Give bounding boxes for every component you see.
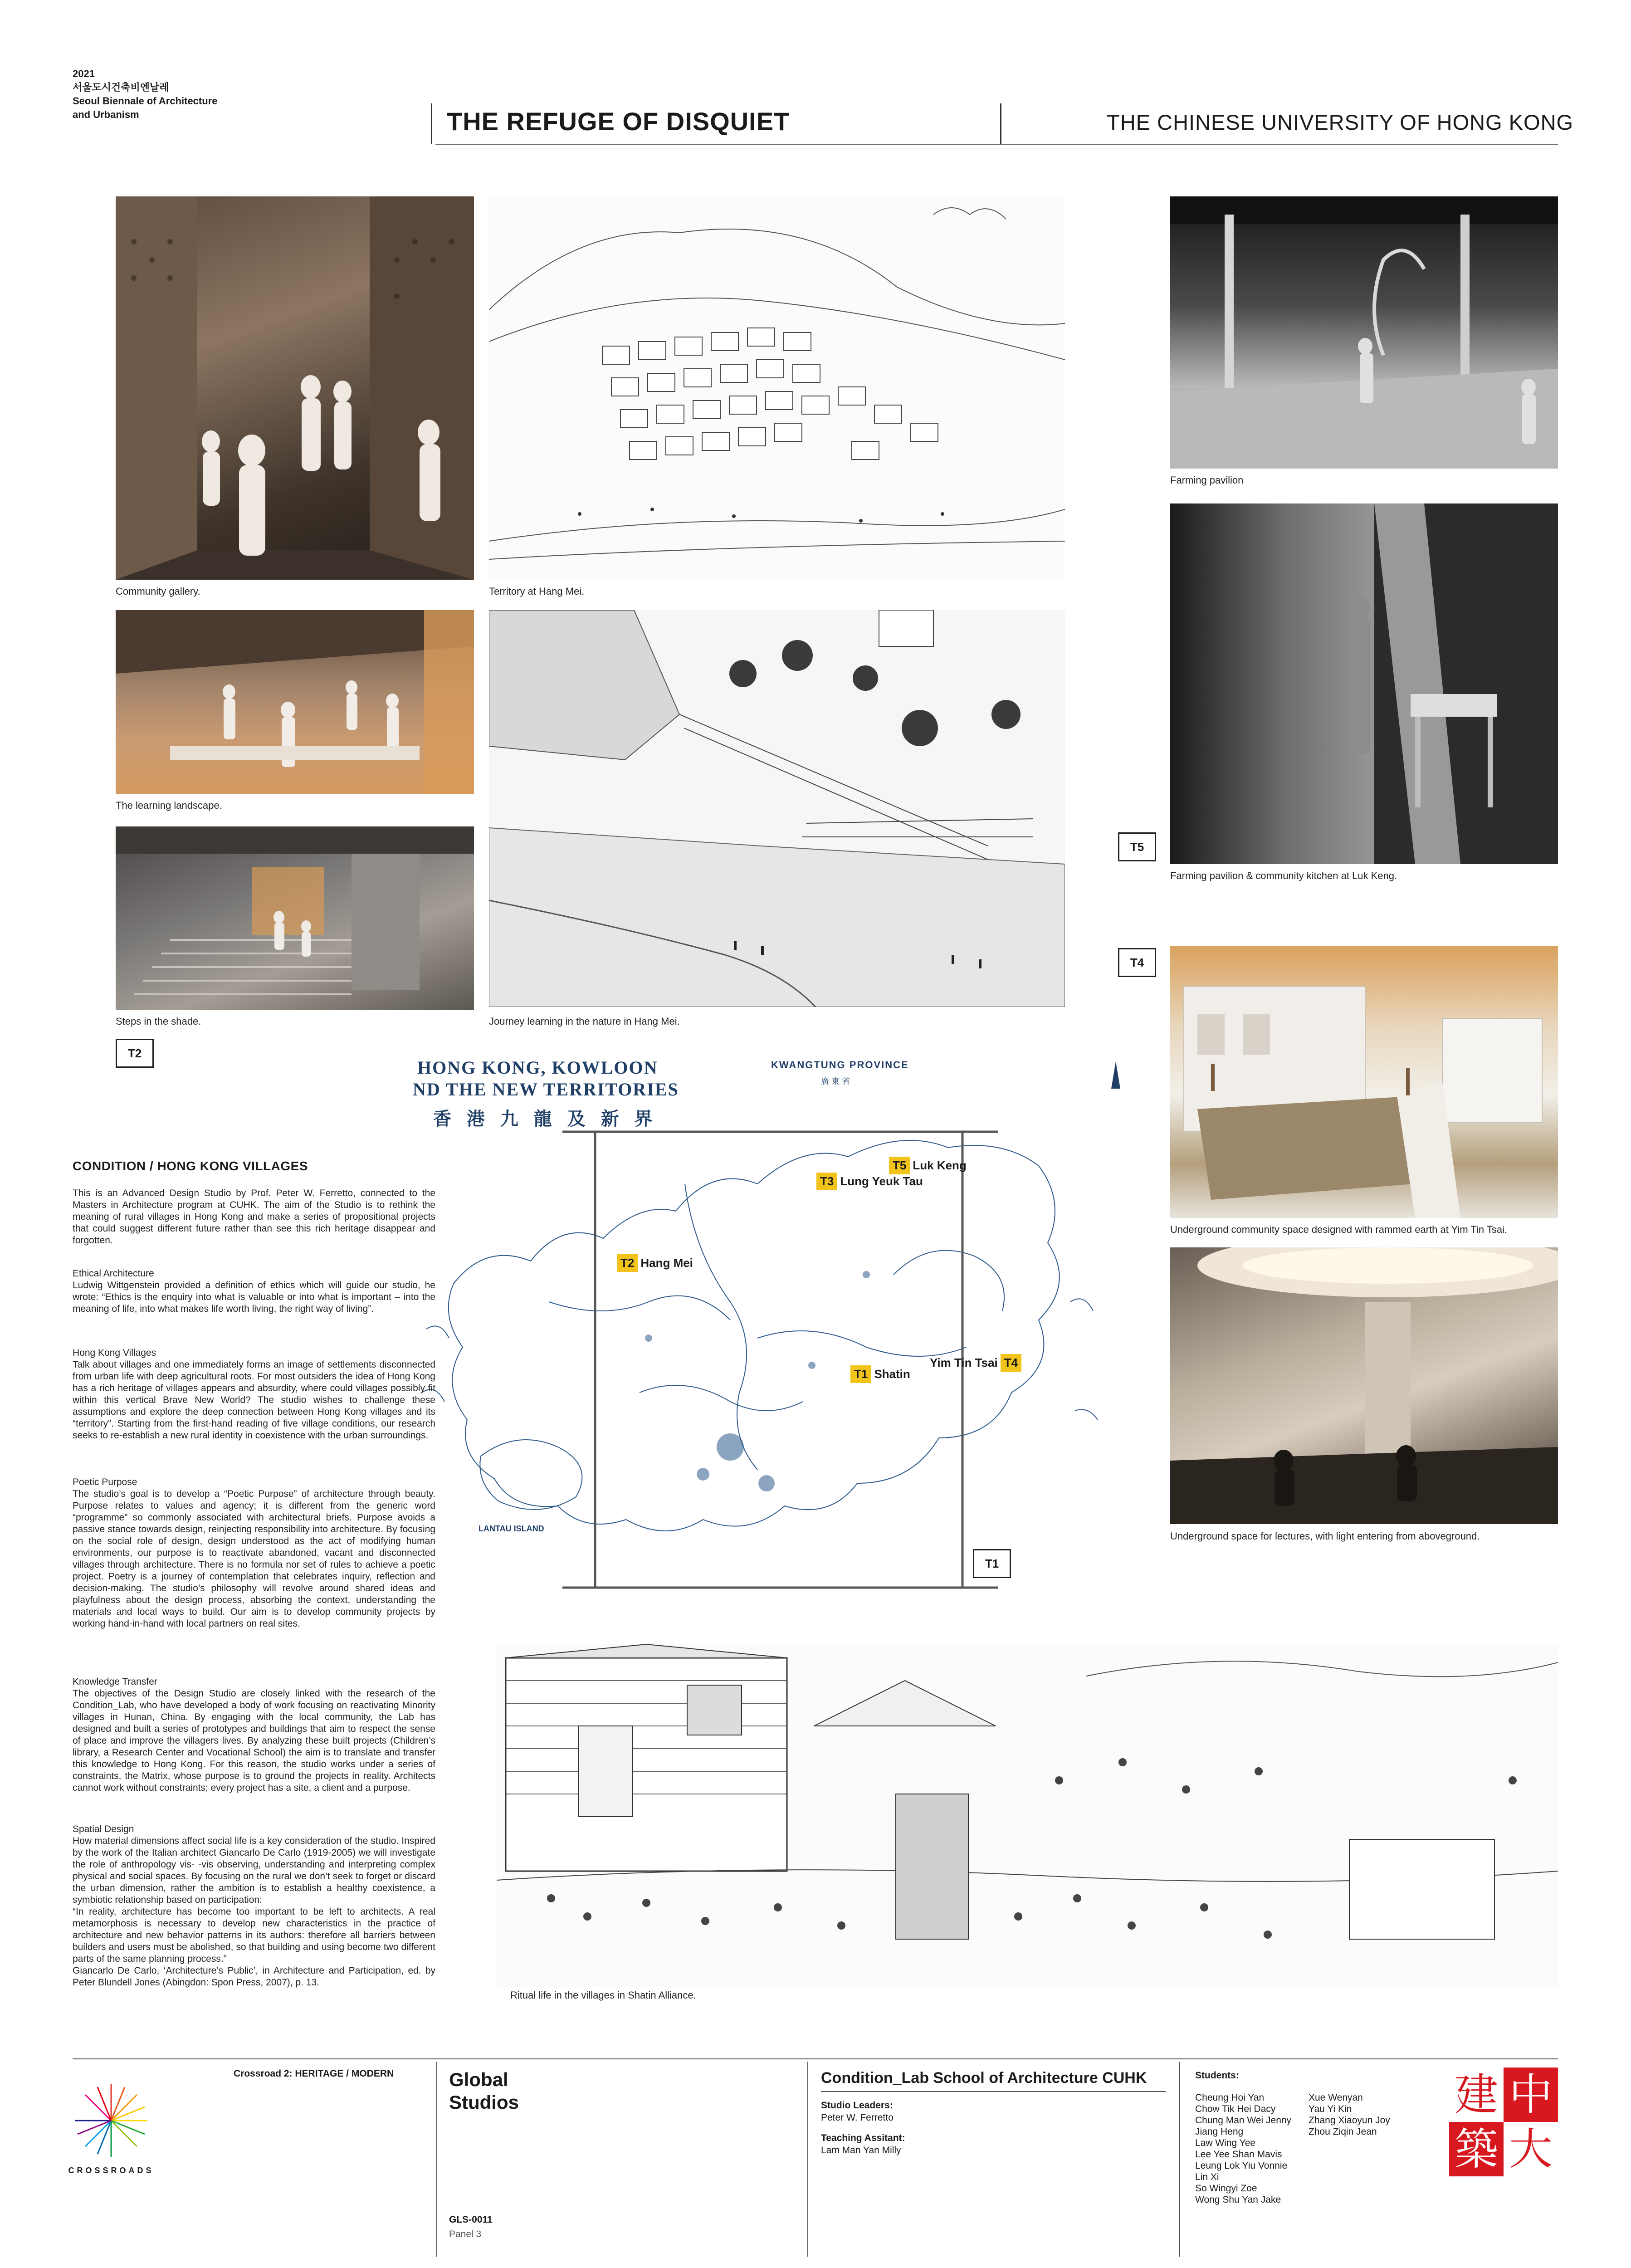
ethical-title: Ethical Architecture bbox=[73, 1268, 154, 1279]
site-label-yim-tin-tsai: Yim Tin Tsai bbox=[930, 1356, 998, 1369]
panel-code: GLS-0011 bbox=[449, 2214, 493, 2225]
model-scene bbox=[1170, 946, 1558, 1218]
seal-char-zhu: 築 bbox=[1449, 2122, 1504, 2176]
school-rule bbox=[821, 2091, 1166, 2092]
intro-paragraph: This is an Advanced Design Studio by Prof. Peter W. Ferretto, connected to the Masters in Architecture program at CUHK. The aim of the Studio is to rethink the meaning of rural villages in Hong Kong and make a series of propositional projects that could suggest different future rather than see this rich heritage disappear and forgotten. bbox=[73, 1188, 435, 1246]
villages-text: Talk about villages and one immediately forms an image of settlements disconnected from urban life with deep agricultural roots. For most outsiders the idea of Hong Kong has a rich heritage of villages appears and absurdity, where could villages possibly fit within this vertical Brave New World? The studio wishes to challenge these assumptions and explore the deep connection between Hong Kong villages and its “territory”. Starting from the first-hand reading of five village conditions, our research seeks to re-establish a new rural identity in coexistence with the urban surroundings. bbox=[73, 1359, 435, 1441]
site-tag-t5: T5 bbox=[889, 1157, 910, 1174]
map-lantau-label: LANTAU ISLAND bbox=[479, 1524, 544, 1533]
territory-hang-mei-drawing bbox=[489, 196, 1065, 580]
student-name: Lee Yee Shan Mavis bbox=[1195, 2149, 1282, 2160]
spatial-block bbox=[73, 1823, 435, 1989]
student-name: Leung Lok Yiu Vonnie bbox=[1195, 2160, 1288, 2171]
tag-t4-box: T4 bbox=[1118, 948, 1156, 977]
farming-pavilion-image bbox=[1170, 196, 1558, 469]
global-line2: Studios bbox=[449, 2092, 519, 2113]
ta-name: Lam Man Yan Milly bbox=[821, 2145, 901, 2156]
ethical-block bbox=[73, 1268, 435, 1315]
kitchen-scene bbox=[1170, 503, 1558, 864]
global-studios-title bbox=[449, 2068, 519, 2114]
ritual-linework bbox=[497, 1644, 1558, 1987]
event-info bbox=[73, 67, 217, 122]
student-name: So Wingyi Zoe bbox=[1195, 2183, 1257, 2194]
event-year: 2021 bbox=[73, 68, 95, 79]
farming-kitchen-caption: Farming pavilion & community kitchen at Luk Keng. bbox=[1170, 870, 1397, 881]
underground-lectures-caption: Underground space for lectures, with light entering from aboveground. bbox=[1170, 1530, 1480, 1542]
steps-caption: Steps in the shade. bbox=[116, 1016, 201, 1027]
student-name: Cheung Hoi Yan bbox=[1195, 2092, 1265, 2103]
student-name: Law Wing Yee bbox=[1195, 2138, 1256, 2148]
leaders-label: Studio Leaders: bbox=[821, 2100, 893, 2111]
villages-title: Hong Kong Villages bbox=[73, 1348, 156, 1358]
header-rule bbox=[435, 144, 1558, 145]
footer-divider bbox=[1179, 2062, 1180, 2257]
community-gallery-caption: Community gallery. bbox=[116, 586, 200, 597]
header-divider bbox=[431, 103, 432, 144]
map-title-line1: HONG KONG, KOWLOON bbox=[417, 1057, 658, 1078]
citation-text: Giancarlo De Carlo, ‘Architecture’s Public’, in Architecture and Participation, ed. by Peter Blundell Jones (Abingdon: Spon Press, 2007), p. 13. bbox=[73, 1965, 435, 1988]
student-name: Chow Tik Hei Dacy bbox=[1195, 2104, 1276, 2114]
knowledge-title: Knowledge Transfer bbox=[73, 1677, 157, 1687]
map-linework bbox=[413, 1048, 1129, 1633]
section-heading: CONDITION / HONG KONG VILLAGES bbox=[73, 1159, 308, 1173]
tag-t2-box: T2 bbox=[116, 1039, 154, 1068]
knowledge-text: The objectives of the Design Studio are closely linked with the research of the Condition_Lab, who have developed a body of work focusing on reactivating Minority villages in Hunan, China. By engaging with the local community, the Lab has designed and built a series of prototypes and buildings that aim to respect the sense of place and improve the villagers lives. By analyzing these built projects (Children’s library, a Research Center and Vocational School) the aim is to translate and transfer this knowledge to Hong Kong. For this reason, the studio works under a series of constraints, the Matrix, whose purpose is to ground the projects in reality. Architects cannot work without constraints; every project has a site, a client and a purpose. bbox=[73, 1688, 435, 1793]
community-gallery-image bbox=[116, 196, 474, 580]
global-line1: Global bbox=[449, 2069, 508, 2090]
students-label: Students: bbox=[1195, 2070, 1239, 2081]
farming-pavilion-caption: Farming pavilion bbox=[1170, 474, 1244, 486]
pavilion-scene bbox=[1170, 196, 1558, 469]
poetic-title: Poetic Purpose bbox=[73, 1477, 137, 1487]
spatial-text: How material dimensions affect social life is a key consideration of the studio. Inspired by the work of the Italian architect Giancarlo De Carlo (1919-2005) we will investigate the role of anthropology vis- -vis observing, understanding and interpreting complex physical and social spaces. By focusing on the rural we don’t seek to forget or discard the urban dimension, rather the ambition is to establish a healthy coexistence, a symbiotic relationship based on participation: bbox=[73, 1836, 435, 1905]
site-label-lung-yeuk-tau: Lung Yeuk Tau bbox=[840, 1174, 923, 1188]
student-name: Zhang Xiaoyun Joy bbox=[1309, 2115, 1390, 2126]
student-name: Lin Xi bbox=[1195, 2172, 1219, 2182]
crossroads-logo-text: CROSSROADS bbox=[68, 2166, 154, 2175]
school-name: Condition_Lab School of Architecture CUHK bbox=[821, 2069, 1147, 2087]
learning-landscape-caption: The learning landscape. bbox=[116, 800, 222, 811]
map-province-chinese: 廣 東 省 bbox=[821, 1077, 850, 1086]
site-tag-t1: T1 bbox=[850, 1365, 871, 1383]
footer-divider bbox=[807, 2062, 808, 2257]
underground-rammed-earth-image bbox=[1170, 946, 1558, 1218]
steps-drawing bbox=[116, 826, 474, 1010]
seal-char-zhong: 中 bbox=[1504, 2068, 1558, 2122]
site-tag-t3: T3 bbox=[816, 1173, 837, 1190]
header-divider bbox=[1000, 103, 1001, 144]
student-name: Jiang Heng bbox=[1195, 2126, 1244, 2137]
knowledge-block bbox=[73, 1676, 435, 1794]
ta-label: Teaching Assitant: bbox=[821, 2133, 905, 2143]
student-name: Chung Man Wei Jenny bbox=[1195, 2115, 1292, 2126]
quote-text: “In reality, architecture has become too important to be left to architects. A real metamorphosis is necessary to develop new characteristics in the practice of architecture and new behavior patterns in its authors: therefore all barriers between builders and users must be abolished, so that building and using become two different parts of the same planning process.” bbox=[73, 1906, 435, 1964]
underground-rammed-caption: Underground community space designed with rammed earth at Yim Tin Tsai. bbox=[1170, 1224, 1508, 1235]
poetic-text: The studio’s goal is to develop a “Poetic Purpose” of architecture through beauty. Purpose relates to values and agency; it is different from the generic word “programme” so commonly associated with architectural briefs. Purpose avoids a passive stance towards design, reinjecting responsibility into architecture. By focusing on the social role of design, design understood as the act of modifying human environments, our purpose is to reactivate abandoned, vacant and disconnected villages through architecture. There is no formula nor set of rules to achieve a poetic project. Poetry is a journey of contemplation that celebrates inquiry, reflection and decision-making. The studio’s philosophy will revolve around shared ideas and playfulness about the design process, absorbing the context, understanding the materials and local ways to build. Our aim is to develop community projects by working hand-in-hand with local partners on real sites. bbox=[73, 1489, 435, 1629]
lecture-scene bbox=[1170, 1247, 1558, 1524]
learning-landscape-image bbox=[116, 610, 474, 794]
site-tag-t4: T4 bbox=[1001, 1354, 1021, 1372]
student-name: Wong Shu Yan Jake bbox=[1195, 2195, 1281, 2205]
site-hang-mei bbox=[617, 1254, 693, 1272]
learning-figures bbox=[116, 610, 474, 794]
cuhk-seal-logo bbox=[1449, 2068, 1558, 2176]
underground-lectures-image bbox=[1170, 1247, 1558, 1524]
journey-caption: Journey learning in the nature in Hang Mei. bbox=[489, 1016, 680, 1027]
student-name: Xue Wenyan bbox=[1309, 2092, 1363, 2103]
site-label-shatin: Shatin bbox=[874, 1367, 910, 1381]
event-name-line1: Seoul Biennale of Architecture bbox=[73, 95, 218, 107]
map-title-chinese: 香 港 九 龍 及 新 界 bbox=[433, 1109, 657, 1129]
crossroad-label: Crossroad 2: HERITAGE / MODERN bbox=[234, 2068, 394, 2079]
students-col2 bbox=[1309, 2092, 1390, 2137]
site-label-hang-mei: Hang Mei bbox=[640, 1256, 693, 1270]
map-title-line2: ND THE NEW TERRITORIES bbox=[413, 1079, 679, 1100]
poetic-block bbox=[73, 1476, 435, 1630]
footer-divider bbox=[436, 2062, 437, 2257]
students-col1 bbox=[1195, 2092, 1291, 2205]
leaders-names: Peter W. Ferretto bbox=[821, 2112, 894, 2123]
farming-kitchen-image bbox=[1170, 503, 1558, 864]
ethical-text: Ludwig Wittgenstein provided a definition of ethics which will guide our studio, he wrote: “Ethics is the enquiry into what is valuable or into what is important – into the meaning of life, into what makes life worth living, the right way of living”. bbox=[73, 1280, 435, 1314]
crossroads-starburst-icon bbox=[70, 2080, 152, 2161]
map-province-label: KWANGTUNG PROVINCE bbox=[771, 1059, 909, 1070]
seal-char-da: 大 bbox=[1504, 2122, 1558, 2176]
tag-t5-box: T5 bbox=[1118, 832, 1156, 861]
journey-learning-drawing bbox=[489, 610, 1065, 1007]
student-name: Zhou Ziqin Jean bbox=[1309, 2126, 1377, 2137]
territory-linework bbox=[489, 196, 1065, 580]
villages-block bbox=[73, 1347, 435, 1442]
student-name: Yau Yi Kin bbox=[1309, 2104, 1352, 2114]
crossroads-logo bbox=[70, 2080, 152, 2161]
seal-char-jian: 建 bbox=[1449, 2068, 1504, 2122]
footer-rule bbox=[73, 2058, 1558, 2059]
panel-number: Panel 3 bbox=[449, 2229, 482, 2239]
journey-linework bbox=[489, 610, 1065, 1007]
ritual-caption: Ritual life in the villages in Shatin Alliance. bbox=[510, 1989, 696, 2001]
site-lung-yeuk-tau bbox=[816, 1173, 923, 1190]
territory-caption: Territory at Hang Mei. bbox=[489, 586, 585, 597]
event-name-line2: and Urbanism bbox=[73, 109, 139, 120]
site-shatin bbox=[850, 1365, 910, 1383]
gallery-figures bbox=[116, 196, 474, 580]
tag-t1-box: T1 bbox=[973, 1549, 1011, 1578]
site-label-luk-keng: Luk Keng bbox=[913, 1158, 967, 1172]
page-title: THE REFUGE OF DISQUIET bbox=[447, 107, 790, 136]
spatial-title: Spatial Design bbox=[73, 1824, 134, 1834]
ritual-life-drawing bbox=[497, 1644, 1558, 1987]
site-yim-tin-tsai bbox=[930, 1354, 1021, 1372]
hong-kong-map bbox=[413, 1048, 1129, 1633]
site-tag-t2: T2 bbox=[617, 1254, 638, 1272]
university-name: THE CHINESE UNIVERSITY OF HONG KONG bbox=[1107, 110, 1574, 134]
site-luk-keng bbox=[889, 1157, 967, 1174]
event-name-korean: 서울도시건축비엔날레 bbox=[73, 82, 169, 93]
steps-shade-image bbox=[116, 826, 474, 1010]
